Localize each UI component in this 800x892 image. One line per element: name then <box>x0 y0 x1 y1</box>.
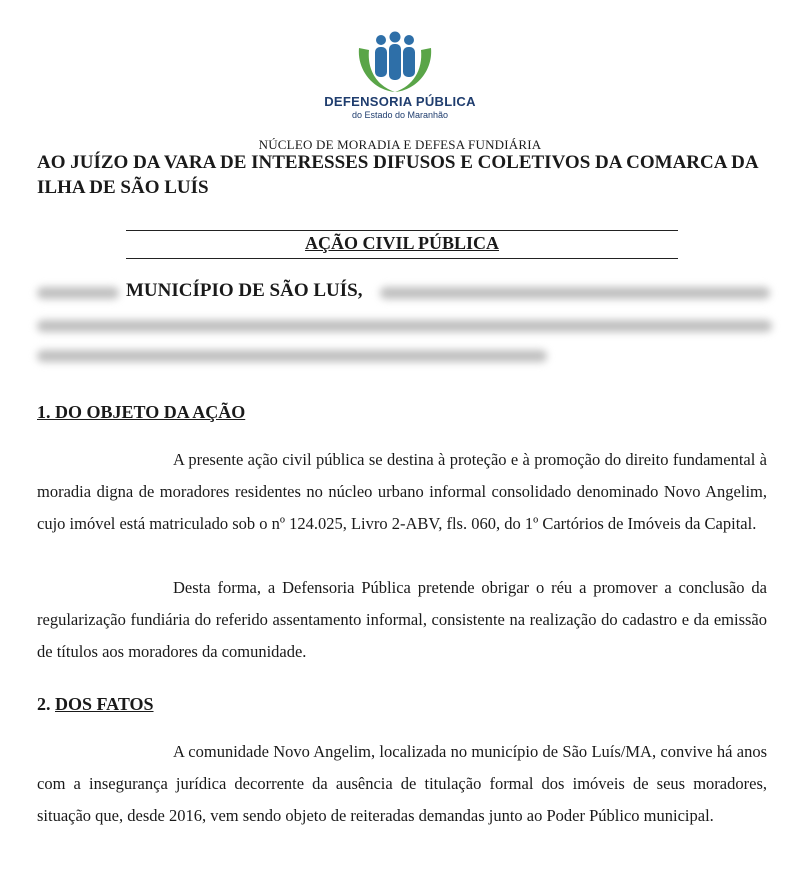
paragraph-fatos-1: A comunidade Novo Angelim, localizada no município de São Luís/MA, convive há anos com a insegurança jurídica decorrente da ausência de titulação formal dos imóveis de seus moradores, situação que, desde 2016, vem sendo objeto de reiteradas demandas junto ao Poder Público municipal. <box>37 742 767 825</box>
defensoria-logo-icon <box>355 30 435 94</box>
nucleo-title: NÚCLEO DE MORADIA E DEFESA FUNDIÁRIA <box>258 137 542 152</box>
paragraph-objeto-1: A presente ação civil pública se destina à proteção e à promoção do direito fundamental à moradia digna de moradores residentes no núcleo urbano informal consolidado denominado Novo Angelim, cujo imóvel está matriculado sob o nº 124.025, Livro 2-ABV, fls. 060, do 1º Cartórios de Imóveis da Capital. <box>37 450 767 533</box>
org-subtitle: do Estado do Maranhão <box>351 110 449 120</box>
section-title: DOS FATOS <box>55 694 154 714</box>
defendant-name: MUNICÍPIO DE SÃO LUÍS, <box>126 280 363 301</box>
section-number: 2. <box>37 694 55 714</box>
paragraph-objeto-2: Desta forma, a Defensoria Pública pretende obrigar o réu a promover a conclusão da regularização fundiária do referido assentamento informal, consistente na realização do cadastro e da emissão de títulos aos moradores da comunidade. <box>37 578 767 661</box>
court-addressee: AO JUÍZO DA VARA DE INTERESSES DIFUSOS E COLETIVOS DA COMARCA DA ILHA DE SÃO LUÍS <box>37 152 758 198</box>
org-name: DEFENSORIA PÚBLICA <box>324 94 476 109</box>
section-heading-fatos <box>37 694 154 715</box>
section-heading-objeto: 1. DO OBJETO DA AÇÃO <box>37 402 246 422</box>
action-title: AÇÃO CIVIL PÚBLICA <box>304 233 500 253</box>
title-rule-bottom <box>126 258 678 259</box>
title-rule-top <box>126 230 678 231</box>
